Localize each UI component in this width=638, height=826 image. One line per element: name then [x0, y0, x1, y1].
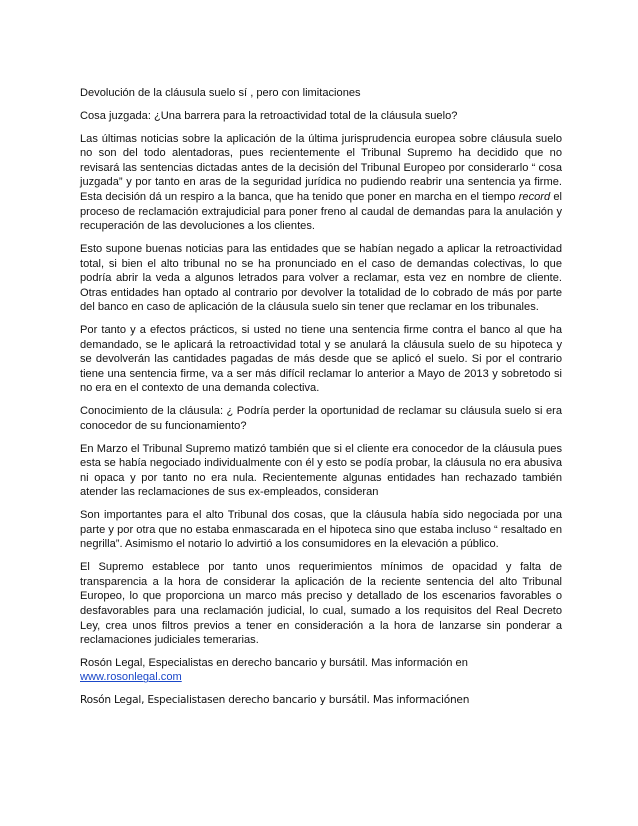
paragraph-1-italic-word: record: [518, 190, 551, 203]
paragraph-1-text-a: Las últimas noticias sobre la aplicación de la última jurisprudencia europea sobre cláusula suelo no son del todo alentadoras, pues recientemente el Tribunal Supremo ha decidido que no revisará las sentencias dictadas antes de la decisión del Tribunal Europeo por considerarlo “ cosa juzgada” y por tanto en aras de la seguridad jurídica no pudiendo reabrir una sentencia ya firme. Esta decisión dá un respiro a la banca, que ha tenido que poner en marcha en el tiempo: [80, 132, 562, 203]
document-title: Devolución de la cláusula suelo sí , pero con limitaciones: [80, 87, 361, 99]
paragraph-3: Por tanto y a efectos prácticos, si usted no tiene una sentencia firme contra el banco al que ha demandado, se le aplicará la retroactividad total y se anulará la cláusula suelo de su hipoteca y se devolverán las cantidades pagadas de más desde que se aplicó el suelo. Si por el contrario tiene una sentencia firme, va a ser más difícil reclamar lo anterior a Mayo de 2013 y sobretodo si no era en el contexto de una demanda colectiva.: [80, 324, 562, 395]
document-subtitle: Cosa juzgada: ¿Una barrera para la retroactividad total de la cláusula suelo?: [80, 109, 458, 122]
paragraph-2: Esto supone buenas noticias para las entidades que se habían negado a aplicar la retroactividad total, si bien el alto tribunal no se ha pronunciado en el caso de demandas colectivas, lo que podría abrir la veda a algunos letrados para volver a reclamar, esta vez en nombre de cliente. Otras entidades han optado al contrario por devolver la totalidad de lo cobrado de más por parte del banco en caso de aplicación de la cláusula suelo sin tener que reclamar en los tribunales.: [80, 242, 562, 314]
paragraph-6: Son importantes para el alto Tribunal dos cosas, que la cláusula había sido negociada por una parte y por otra que no estaba enmascarada en el hipoteca sino que estaba incluso “ resaltado en negrilla”. Asimismo el notario lo advirtió a los consumidores en la elevación a público.: [80, 509, 562, 551]
document-page: [80, 86, 562, 716]
paragraph-5: En Marzo el Tribunal Supremo matizó también que si el cliente era conocedor de la cláusula pues esta se había negociado individualmente con él y esto se podía probar, la cláusula no era abusiva ni opaca y por tanto no era nula. Recientemente algunas entidades han rechazado también atender las reclamaciones de sus ex-empleados, consideran: [80, 442, 562, 499]
paragraph-1: [80, 132, 562, 234]
website-link[interactable]: www.rosonlegal.com: [80, 671, 182, 684]
contact-text: Rosón Legal, Especialistas en derecho bancario y bursátil. Mas información en: [80, 656, 468, 669]
paragraph-8: [80, 656, 562, 685]
paragraph-1-text-b: el proceso de reclamación extrajudicial para poner freno al caudal de demandas para la anulación y recuperación de las devoluciones a los clientes.: [80, 190, 562, 233]
footer-text: Rosón Legal, Especialistasen derecho bancario y bursátil. Mas informaciónen: [80, 694, 470, 707]
paragraph-7: El Supremo establece por tanto unos requerimientos mínimos de opacidad y falta de transparencia a la hora de considerar la aplicación de la reciente sentencia del alto Tribunal Europeo, lo que proporciona un marco más preciso y detallado de los escenarios favorables o desfavorables para una reclamación judicial, lo cual, sumado a los requisitos del Real Decreto Ley, crea unos filtros previos a tener en consideración a la hora de lanzarse sin ponderar a reclamaciones judiciales temerarias.: [80, 561, 562, 647]
paragraph-4: Conocimiento de la cláusula: ¿ Podría perder la oportunidad de reclamar su cláusula suelo si era conocedor de su funcionamiento?: [80, 405, 562, 432]
